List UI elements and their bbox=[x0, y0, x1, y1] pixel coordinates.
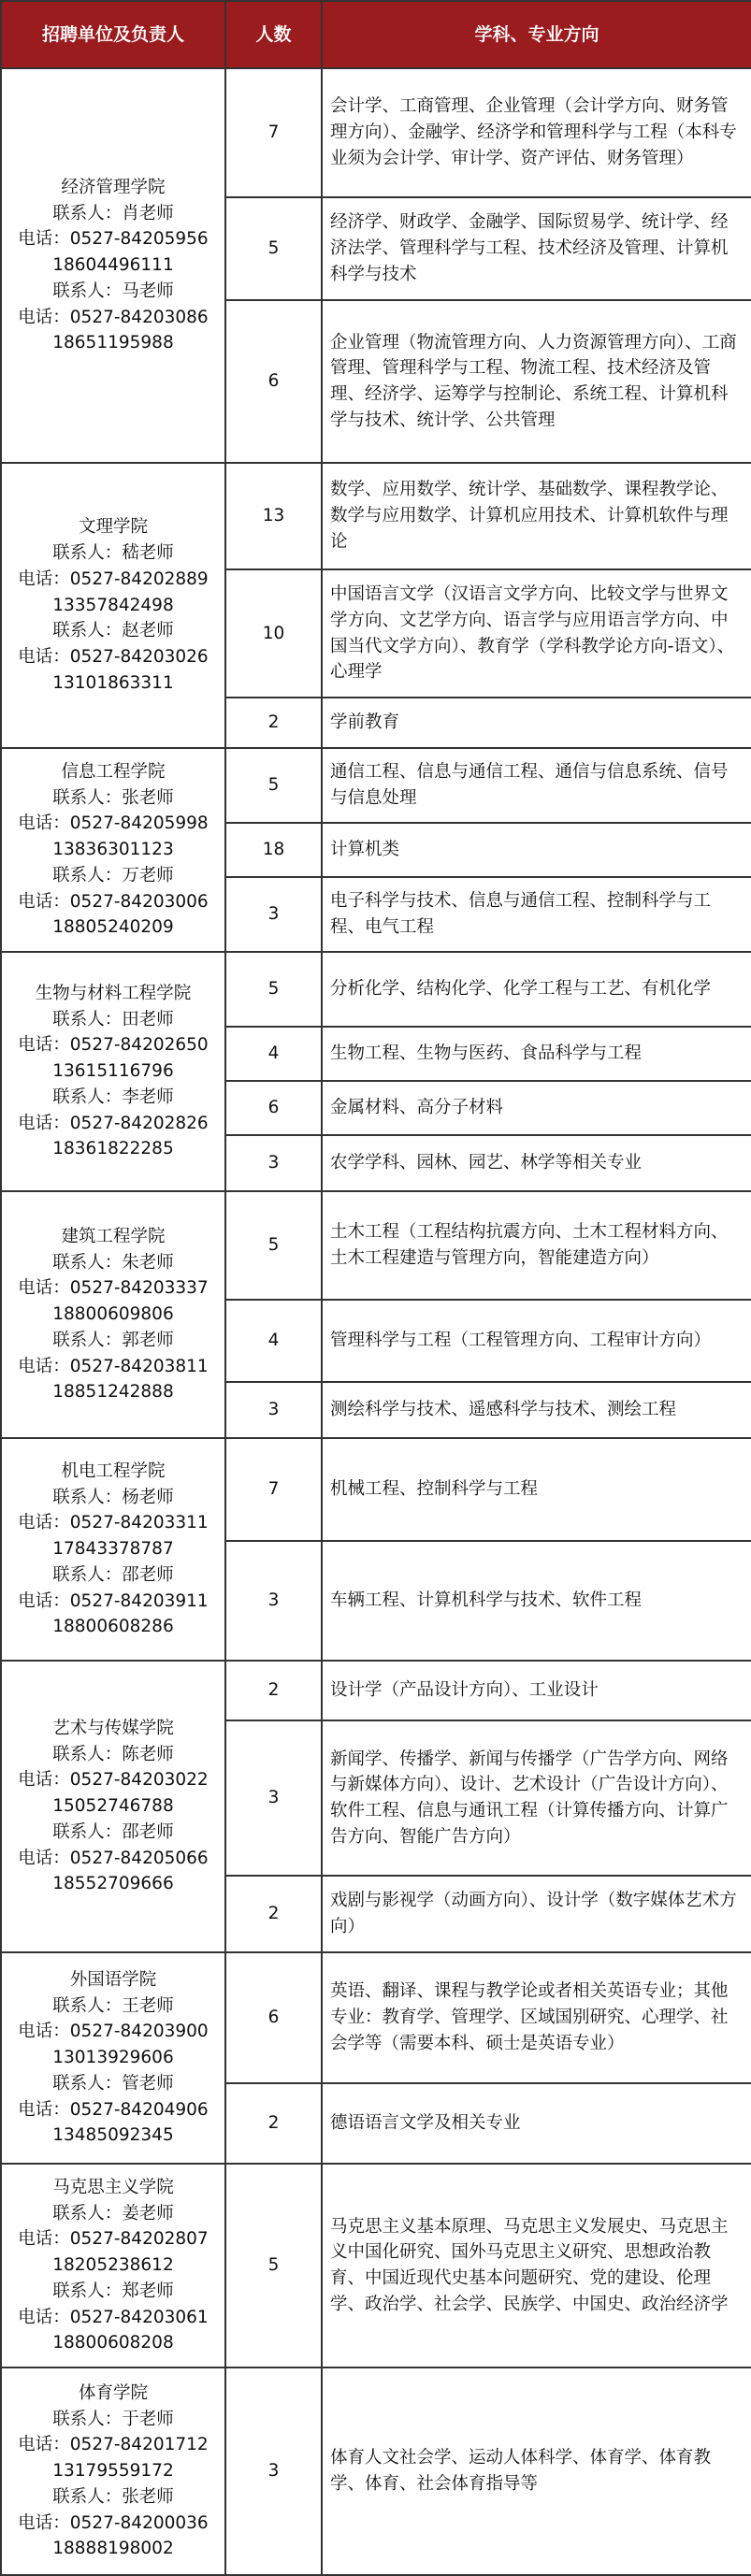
count-cell: 3 bbox=[225, 2367, 322, 2575]
major-cell: 德语语言文学及相关专业 bbox=[322, 2083, 751, 2164]
table-row bbox=[1, 2367, 751, 2575]
major-cell: 车辆工程、计算机科学与技术、软件工程 bbox=[322, 1541, 751, 1661]
major-cell: 数学、应用数学、统计学、基础数学、课程教学论、数学与应用数学、计算机应用技术、计算机软件与理论 bbox=[322, 463, 751, 569]
count-cell: 2 bbox=[225, 1876, 322, 1952]
table-row bbox=[1, 952, 751, 1027]
major-cell: 测绘科学与技术、遥感科学与技术、测绘工程 bbox=[322, 1382, 751, 1438]
major-cell: 管理科学与工程（工程管理方向、工程审计方向） bbox=[322, 1300, 751, 1382]
count-cell: 7 bbox=[225, 1438, 322, 1541]
major-cell: 中国语言文学（汉语言文学方向、比较文学与世界文学方向、文艺学方向、语言学与应用语言学方向、中国当代文学方向）、教育学（学科教学论方向-语文）、心理学 bbox=[322, 569, 751, 698]
count-cell: 5 bbox=[225, 952, 322, 1027]
major-cell: 英语、翻译、课程与教学论或者相关英语专业；其他专业：教育学、管理学、区域国别研究、心理学、社会学等（需要本科、硕士是英语专业） bbox=[322, 1952, 751, 2083]
unit-cell: 艺术与传媒学院 联系人：陈老师 电话：0527-84203022 15052746788 联系人：邵老师 电话：0527-84205066 18552709666 bbox=[1, 1661, 225, 1952]
count-cell: 2 bbox=[225, 1661, 322, 1720]
unit-cell: 建筑工程学院 联系人：朱老师 电话：0527-84203337 18800609806 联系人：郭老师 电话：0527-84203811 18851242888 bbox=[1, 1191, 225, 1438]
count-cell: 3 bbox=[225, 1720, 322, 1876]
table-row bbox=[1, 748, 751, 823]
count-cell: 10 bbox=[225, 569, 322, 698]
count-cell: 5 bbox=[225, 197, 322, 300]
count-cell: 5 bbox=[225, 748, 322, 823]
major-cell: 土木工程（工程结构抗震方向、土木工程材料方向、土木工程建造与管理方向，智能建造方向） bbox=[322, 1191, 751, 1300]
major-cell: 新闻学、传播学、新闻与传播学（广告学方向、网络与新媒体方向）、设计、艺术设计（广告设计方向）、软件工程、信息与通讯工程（计算传播方向、计算广告方向、智能广告方向） bbox=[322, 1720, 751, 1876]
count-cell: 3 bbox=[225, 1135, 322, 1191]
major-cell: 马克思主义基本原理、马克思主义发展史、马克思主义中国化研究、国外马克思主义研究、思想政治教育、中国近现代史基本问题研究、党的建设、伦理学、政治学、社会学、民族学、中国史、政治经济学 bbox=[322, 2164, 751, 2367]
unit-cell: 马克思主义学院 联系人：姜老师 电话：0527-84202807 18205238612 联系人：郑老师 电话：0527-84203061 18800608208 bbox=[1, 2164, 225, 2367]
count-cell: 3 bbox=[225, 1382, 322, 1438]
count-cell: 2 bbox=[225, 698, 322, 748]
count-cell: 2 bbox=[225, 2083, 322, 2164]
count-cell: 6 bbox=[225, 1952, 322, 2083]
unit-cell: 体育学院 联系人：于老师 电话：0527-84201712 13179559172 联系人：张老师 电话：0527-84200036 18888198002 bbox=[1, 2367, 225, 2575]
header-major: 学科、专业方向 bbox=[322, 1, 751, 68]
unit-cell: 文理学院 联系人：嵇老师 电话：0527-84202889 13357842498 联系人：赵老师 电话：0527-84203026 13101863311 bbox=[1, 463, 225, 748]
count-cell: 3 bbox=[225, 1541, 322, 1661]
major-cell: 学前教育 bbox=[322, 698, 751, 748]
major-cell: 机械工程、控制科学与工程 bbox=[322, 1438, 751, 1541]
unit-cell: 机电工程学院 联系人：杨老师 电话：0527-84203311 17843378787 联系人：邵老师 电话：0527-84203911 18800608286 bbox=[1, 1438, 225, 1661]
major-cell: 企业管理（物流管理方向、人力资源管理方向）、工商管理、管理科学与工程、物流工程、技术经济及管理、经济学、运筹学与控制论、系统工程、计算机科学与技术、统计学、公共管理 bbox=[322, 300, 751, 463]
major-cell: 电子科学与技术、信息与通信工程、控制科学与工程、电气工程 bbox=[322, 877, 751, 952]
count-cell: 5 bbox=[225, 2164, 322, 2367]
header-row bbox=[1, 1, 751, 68]
major-cell: 分析化学、结构化学、化学工程与工艺、有机化学 bbox=[322, 952, 751, 1027]
major-cell: 会计学、工商管理、企业管理（会计学方向、财务管理方向）、金融学、经济学和管理科学与工程（本科专业须为会计学、审计学、资产评估、财务管理） bbox=[322, 68, 751, 197]
major-cell: 戏剧与影视学（动画方向）、设计学（数字媒体艺术方向） bbox=[322, 1876, 751, 1952]
major-cell: 体育人文社会学、运动人体科学、体育学、体育教学、体育、社会体育指导等 bbox=[322, 2367, 751, 2575]
major-cell: 农学学科、园林、园艺、林学等相关专业 bbox=[322, 1135, 751, 1191]
count-cell: 6 bbox=[225, 300, 322, 463]
table-row bbox=[1, 1661, 751, 1720]
count-cell: 4 bbox=[225, 1027, 322, 1081]
unit-cell: 信息工程学院 联系人：张老师 电话：0527-84205998 13836301123 联系人：万老师 电话：0527-84203006 18805240209 bbox=[1, 748, 225, 952]
count-cell: 18 bbox=[225, 823, 322, 877]
count-cell: 6 bbox=[225, 1081, 322, 1135]
major-cell: 经济学、财政学、金融学、国际贸易学、统计学、经济法学、管理科学与工程、技术经济及管理、计算机科学与技术 bbox=[322, 197, 751, 300]
count-cell: 5 bbox=[225, 1191, 322, 1300]
count-cell: 3 bbox=[225, 877, 322, 952]
count-cell: 7 bbox=[225, 68, 322, 197]
table-row bbox=[1, 1438, 751, 1541]
major-cell: 金属材料、高分子材料 bbox=[322, 1081, 751, 1135]
major-cell: 设计学（产品设计方向）、工业设计 bbox=[322, 1661, 751, 1720]
table-row bbox=[1, 2164, 751, 2367]
count-cell: 13 bbox=[225, 463, 322, 569]
header-count: 人数 bbox=[225, 1, 322, 68]
major-cell: 通信工程、信息与通信工程、通信与信息系统、信号与信息处理 bbox=[322, 748, 751, 823]
table-row bbox=[1, 463, 751, 569]
unit-cell: 外国语学院 联系人：王老师 电话：0527-84203900 13013929606 联系人：管老师 电话：0527-84204906 13485092345 bbox=[1, 1952, 225, 2164]
table-row bbox=[1, 1191, 751, 1300]
major-cell: 计算机类 bbox=[322, 823, 751, 877]
table-row bbox=[1, 68, 751, 197]
unit-cell: 生物与材料工程学院 联系人：田老师 电话：0527-84202650 13615116796 联系人：李老师 电话：0527-84202826 18361822285 bbox=[1, 952, 225, 1191]
header-unit: 招聘单位及负责人 bbox=[1, 1, 225, 68]
major-cell: 生物工程、生物与医药、食品科学与工程 bbox=[322, 1027, 751, 1081]
unit-cell: 经济管理学院 联系人：肖老师 电话：0527-84205956 18604496111 联系人：马老师 电话：0527-84203086 18651195988 bbox=[1, 68, 225, 463]
count-cell: 4 bbox=[225, 1300, 322, 1382]
table-row bbox=[1, 1952, 751, 2083]
